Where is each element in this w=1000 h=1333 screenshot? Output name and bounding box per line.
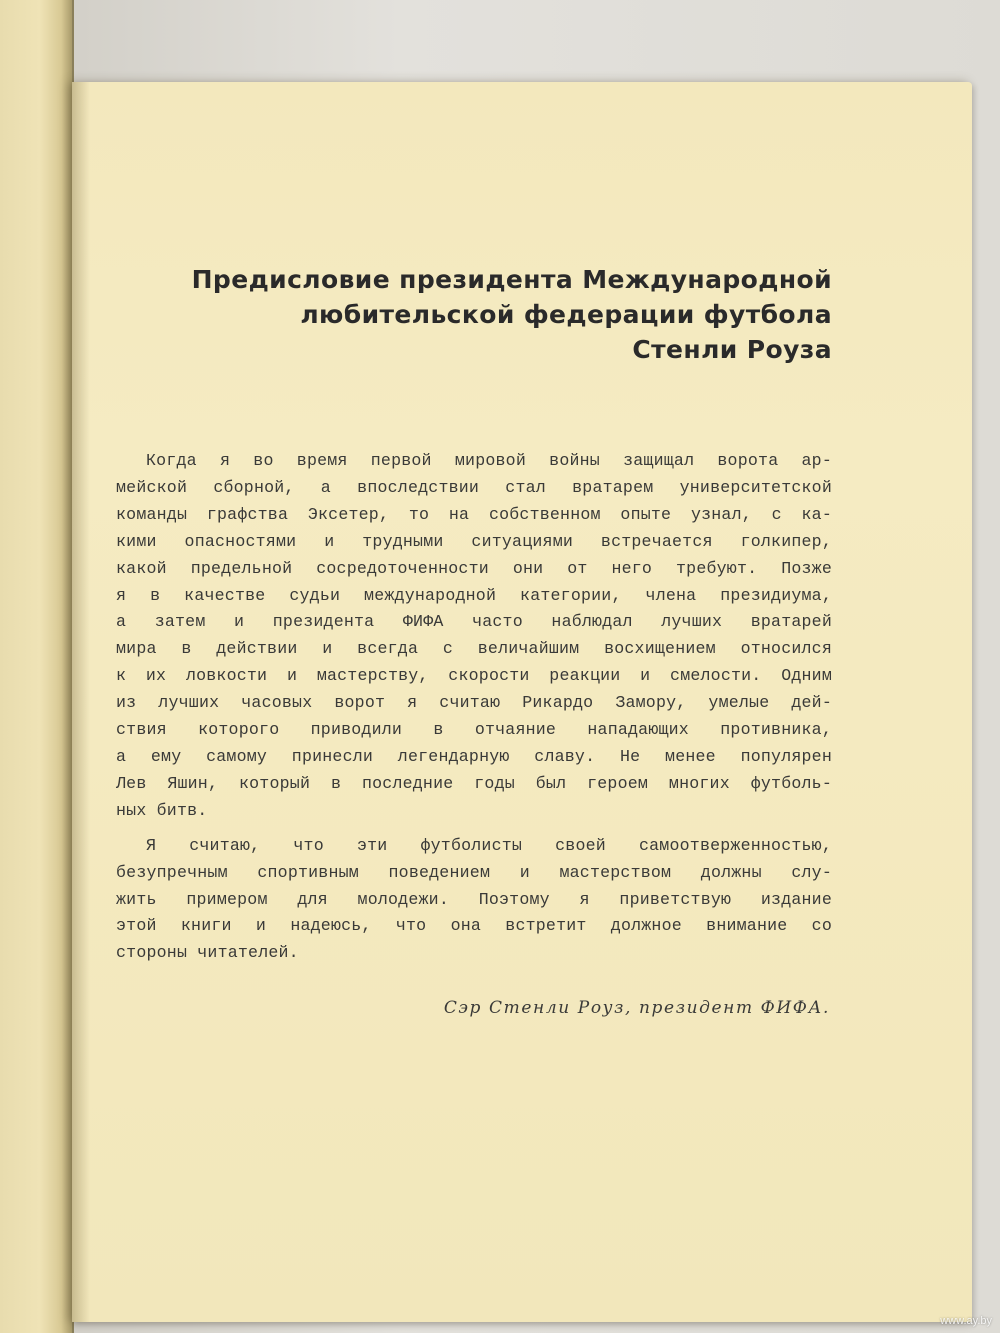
text-line: мира в действии и всегда с величайшим восхищением относился (116, 639, 832, 659)
text-line: Я считаю, что эти футболисты своей самоотверженностью, (146, 835, 832, 855)
text-line: из лучших часовых ворот я считаю Рикардо Замору, умелые дей- (116, 693, 832, 713)
text-line: а затем и президента ФИФА часто наблюдал лучших вратарей (116, 612, 832, 632)
paragraph-2 (116, 833, 832, 968)
page-title (112, 262, 832, 367)
text-line: безупречным спортивным поведением и мастерством должны слу- (116, 862, 832, 882)
text-line: какой предельной сосредоточенности они от него требуют. Позже (116, 558, 832, 578)
paragraph-spacer (116, 825, 832, 833)
text-line: я в качестве судьи международной категории, члена президиума, (116, 585, 832, 605)
text-line: ствия которого приводили в отчаяние нападающих противника, (116, 720, 832, 740)
text-line: этой книги и надеюсь, что она встретит должное внимание со (116, 916, 832, 936)
text-line: команды графства Эксетер, то на собственном опыте узнал, с ка- (116, 504, 832, 524)
text-line: а ему самому принесли легендарную славу. Не менее популярен (116, 746, 832, 766)
paragraph-1 (116, 448, 832, 825)
page-gutter-shadow (72, 82, 90, 1322)
left-page-edge (0, 0, 74, 1333)
text-line: Когда я во время первой мировой войны защищал ворота ар- (146, 451, 832, 470)
text-line: мейской сборной, а впоследствии стал вратарем университетской (116, 477, 832, 497)
text-line: стороны читателей. (116, 943, 299, 963)
text-line: Лев Яшин, который в последние годы был героем многих футболь- (116, 773, 832, 793)
signature: Сэр Стенли Роуз, президент ФИФА. (443, 998, 830, 1018)
title-line-1: Предисловие президента Международной (191, 265, 832, 294)
title-line-2: любительской федерации футбола (300, 300, 832, 329)
text-line: ных битв. (116, 800, 208, 820)
text-line: к их ловкости и мастерству, скорости реакции и смелости. Одним (116, 666, 832, 686)
title-line-3: Стенли Роуза (632, 335, 832, 364)
watermark: www.ay.by (940, 1315, 992, 1327)
text-line: кими опасностями и трудными ситуациями встречается голкипер, (116, 531, 832, 551)
preface-text (116, 448, 832, 967)
text-line: жить примером для молодежи. Поэтому я приветствую издание (116, 889, 832, 909)
